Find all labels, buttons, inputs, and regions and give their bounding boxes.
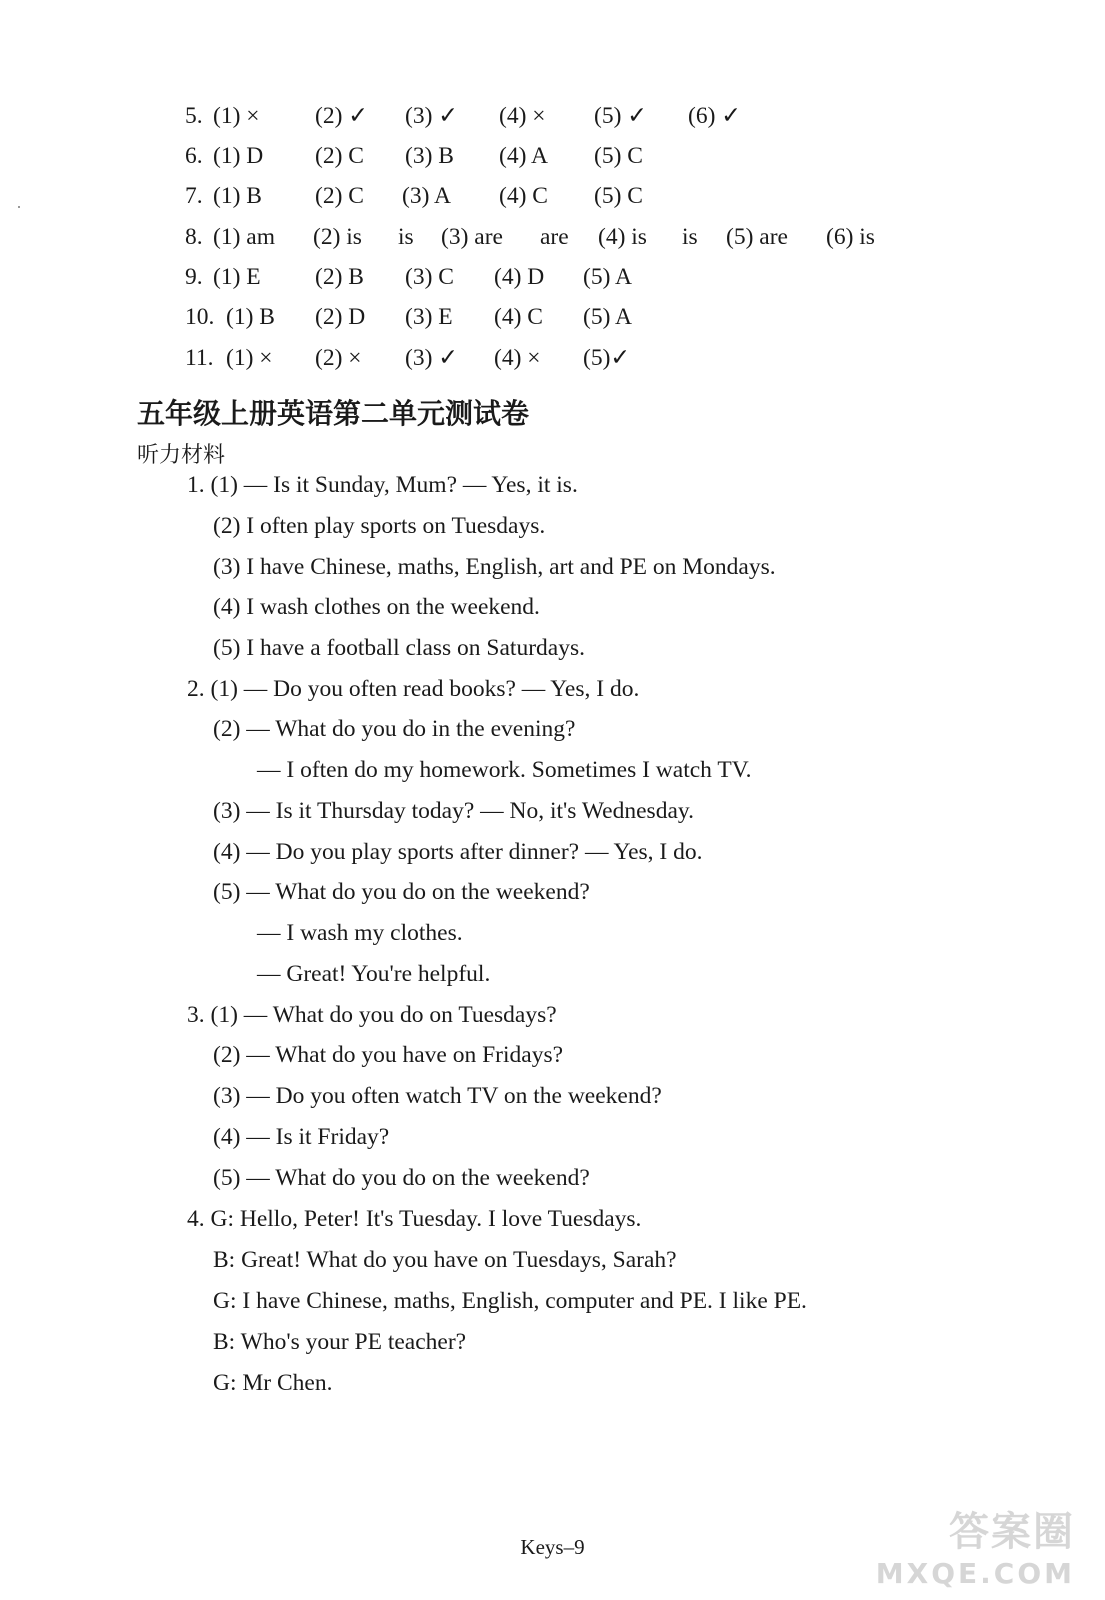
scan-speck	[18, 206, 20, 208]
answer-item: (3) ✓	[405, 103, 458, 129]
section-title: 五年级上册英语第二单元测试卷	[137, 397, 530, 430]
transcript-line: (2) — What do you have on Fridays?	[213, 1042, 564, 1068]
answer-item: (1) B	[226, 304, 275, 330]
transcript-line: (5) — What do you do on the weekend?	[213, 1165, 590, 1191]
answer-item: (5) A	[583, 264, 632, 290]
answer-item: (4) A	[499, 143, 548, 169]
transcript-line: (4) — Do you play sports after dinner? — Yes, I do.	[213, 839, 703, 865]
answer-item: are	[540, 224, 569, 250]
answer-item: (1) ×	[213, 103, 260, 129]
answer-item: (3) A	[402, 183, 451, 209]
answer-num: 9.	[185, 264, 203, 290]
transcript-line: B: Great! What do you have on Tuesdays, Sarah?	[213, 1247, 677, 1273]
transcript-line: (3) — Is it Thursday today? — No, it's Wednesday.	[213, 798, 694, 824]
answer-item: (5) A	[583, 304, 632, 330]
answer-item: (5)✓	[583, 345, 631, 371]
transcript-line: (3) I have Chinese, maths, English, art and PE on Mondays.	[213, 554, 776, 580]
watermark-url: MXQE.COM	[875, 1557, 1075, 1590]
answer-item: (3) C	[405, 264, 454, 290]
answer-item: (2) is	[313, 224, 362, 250]
transcript-line: (2) I often play sports on Tuesdays.	[213, 513, 546, 539]
answer-item: (4) ×	[499, 103, 546, 129]
answer-num: 11.	[185, 345, 214, 371]
transcript-line: (2) — What do you do in the evening?	[213, 716, 576, 742]
answer-item: (2) D	[315, 304, 366, 330]
answer-item: (1) E	[213, 264, 261, 290]
answer-item: (1) ×	[226, 345, 273, 371]
answer-num: 6.	[185, 143, 203, 169]
answer-num: 10.	[185, 304, 215, 330]
answer-item: (1) B	[213, 183, 262, 209]
answer-item: (3) E	[405, 304, 453, 330]
answer-item: (1) D	[213, 143, 264, 169]
answer-item: (4) is	[598, 224, 647, 250]
transcript-line: B: Who's your PE teacher?	[213, 1329, 467, 1355]
answer-item: (2) C	[315, 183, 364, 209]
answer-item: (2) B	[315, 264, 364, 290]
answer-num: 8.	[185, 224, 203, 250]
answer-item: (6) ✓	[688, 103, 741, 129]
answer-item: (2) ×	[315, 345, 362, 371]
answer-item: (1) am	[213, 224, 275, 250]
answer-item: (3) ✓	[405, 345, 458, 371]
transcript-line: 3. (1) — What do you do on Tuesdays?	[187, 1002, 557, 1028]
transcript-line: 4. G: Hello, Peter! It's Tuesday. I love Tuesdays.	[187, 1206, 642, 1232]
transcript-line: (4) — Is it Friday?	[213, 1124, 390, 1150]
transcript-line: 2. (1) — Do you often read books? — Yes, I do.	[187, 676, 640, 702]
answer-item: (3) B	[405, 143, 454, 169]
transcript-line: — I often do my homework. Sometimes I watch TV.	[257, 757, 752, 783]
answer-item: (5) C	[594, 143, 643, 169]
transcript-line: 1. (1) — Is it Sunday, Mum? — Yes, it is.	[187, 472, 578, 498]
answer-item: (4) C	[499, 183, 548, 209]
answer-item: (4) C	[494, 304, 543, 330]
transcript-line: (5) I have a football class on Saturdays.	[213, 635, 585, 661]
answer-item: (5) are	[726, 224, 788, 250]
answer-num: 5.	[185, 103, 203, 129]
transcript-line: — I wash my clothes.	[257, 920, 463, 946]
answer-item: (5) C	[594, 183, 643, 209]
transcript-line: G: I have Chinese, maths, English, computer and PE. I like PE.	[213, 1288, 807, 1314]
transcript-line: (5) — What do you do on the weekend?	[213, 879, 590, 905]
answer-item: (3) are	[441, 224, 503, 250]
answer-item: (4) ×	[494, 345, 541, 371]
answer-item: is	[398, 224, 414, 250]
watermark-logo	[876, 1500, 1075, 1590]
transcript-line: G: Mr Chen.	[213, 1370, 333, 1396]
answer-item: (6) is	[826, 224, 875, 250]
page-number: Keys–9	[520, 1535, 585, 1559]
answer-item: (4) D	[494, 264, 545, 290]
transcript-line: (4) I wash clothes on the weekend.	[213, 594, 540, 620]
transcript-line: (3) — Do you often watch TV on the weekend?	[213, 1083, 662, 1109]
answer-item: (2) ✓	[315, 103, 368, 129]
watermark-text: 答案圈	[949, 1509, 1075, 1555]
answer-num: 7.	[185, 183, 203, 209]
answer-item: (2) C	[315, 143, 364, 169]
subsection-title: 听力材料	[137, 443, 226, 468]
answer-item: is	[682, 224, 698, 250]
answer-item: (5) ✓	[594, 103, 647, 129]
transcript-line: — Great! You're helpful.	[257, 961, 491, 987]
